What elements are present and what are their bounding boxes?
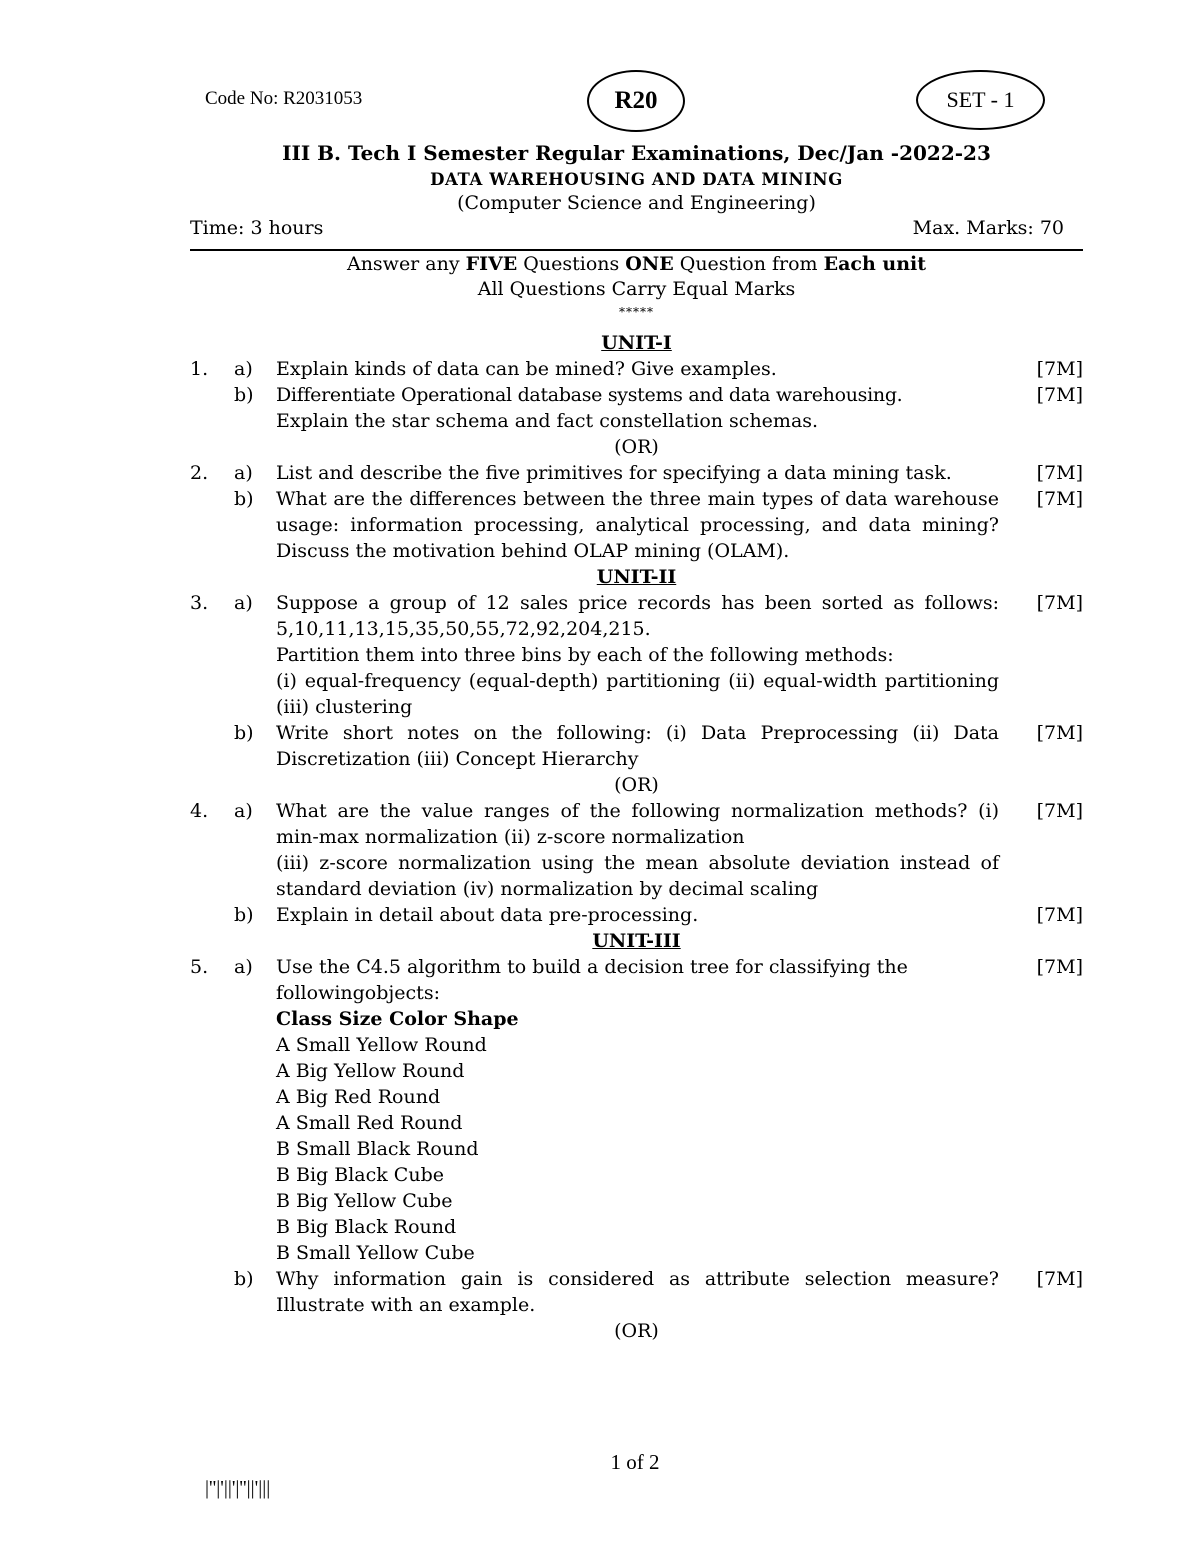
question-number: 1. bbox=[190, 358, 209, 380]
question-row bbox=[190, 460, 1083, 486]
question-part: b) bbox=[234, 722, 254, 744]
page-number: 1 of 2 bbox=[610, 1450, 660, 1474]
table-row: B Big Yellow Cube bbox=[276, 1190, 453, 1212]
question-marks: [7M] bbox=[1036, 956, 1083, 978]
question-row bbox=[190, 798, 1083, 902]
subject-title: DATA WAREHOUSING AND DATA MINING bbox=[430, 170, 843, 189]
stars-divider: ***** bbox=[619, 305, 654, 319]
instruction-line-1: Answer any FIVE Questions ONE Question from Each unit bbox=[346, 253, 927, 275]
question-marks: [7M] bbox=[1036, 800, 1083, 822]
question-part: b) bbox=[234, 904, 254, 926]
or-separator: (OR) bbox=[614, 436, 659, 458]
question-row bbox=[190, 1266, 1083, 1318]
question-text: Write short notes on the following: (i) Data Preprocessing (ii) Data Discretization (iii) Concept Hierarchy bbox=[276, 722, 999, 770]
table-row: A Small Yellow Round bbox=[276, 1034, 487, 1056]
question-part: b) bbox=[234, 384, 254, 406]
unit-heading: UNIT-III bbox=[592, 930, 681, 952]
question-text: List and describe the five primitives for specifying a data mining task. bbox=[276, 462, 952, 484]
question-list bbox=[190, 330, 1083, 1344]
question-number: 5. bbox=[190, 956, 209, 978]
question-row bbox=[190, 720, 1083, 772]
question-number: 3. bbox=[190, 592, 209, 614]
table-row: A Small Red Round bbox=[276, 1112, 463, 1134]
or-separator: (OR) bbox=[614, 1320, 659, 1342]
question-text: Why information gain is considered as attribute selection measure? Illustrate with an example. bbox=[276, 1268, 999, 1316]
question-number: 4. bbox=[190, 800, 209, 822]
question-row bbox=[190, 486, 1083, 564]
code-number: Code No: R2031053 bbox=[205, 88, 363, 109]
question-part: a) bbox=[234, 358, 253, 380]
question-text: Explain in detail about data pre-processing. bbox=[276, 904, 699, 926]
question-marks: [7M] bbox=[1036, 488, 1083, 510]
unit-heading: UNIT-II bbox=[596, 566, 677, 588]
question-part: a) bbox=[234, 462, 253, 484]
question-part: a) bbox=[234, 800, 253, 822]
question-marks: [7M] bbox=[1036, 462, 1083, 484]
exam-time: Time: 3 hours bbox=[190, 217, 324, 239]
table-row: A Big Yellow Round bbox=[276, 1060, 465, 1082]
question-marks: [7M] bbox=[1036, 384, 1083, 406]
table-row: B Big Black Cube bbox=[276, 1164, 444, 1186]
question-marks: [7M] bbox=[1036, 358, 1083, 380]
set-badge: SET - 1 bbox=[916, 70, 1045, 130]
instruction-line-2: All Questions Carry Equal Marks bbox=[477, 278, 796, 300]
question-row bbox=[190, 356, 1083, 382]
question-part: a) bbox=[234, 592, 253, 614]
max-marks: Max. Marks: 70 bbox=[912, 217, 1064, 239]
regulation-badge: R20 bbox=[587, 70, 685, 132]
question-row bbox=[190, 954, 1083, 1266]
question-part: b) bbox=[234, 1268, 254, 1290]
question-part: a) bbox=[234, 956, 253, 978]
table-row: B Big Black Round bbox=[276, 1216, 457, 1238]
question-number: 2. bbox=[190, 462, 209, 484]
header-divider bbox=[190, 249, 1083, 251]
question-marks: [7M] bbox=[1036, 904, 1083, 926]
question-row bbox=[190, 590, 1083, 720]
question-marks: [7M] bbox=[1036, 1268, 1083, 1290]
question-row bbox=[190, 902, 1083, 928]
question-text: What are the value ranges of the following normalization methods? (i) min-max normalization (ii) z-score normalization (iii) z-score normalization using the mean absolute deviation instead of standard deviation (iv) normalization by decimal scaling bbox=[276, 800, 999, 900]
table-header: Class Size Color Shape bbox=[276, 1008, 519, 1030]
question-part: b) bbox=[234, 488, 254, 510]
question-text: Use the C4.5 algorithm to build a decision tree for classifying the followingobjects: Class Size Color Shape A Small Yellow Round A Big Yellow Round A Big Red Round A Small Red Round B Small Black Round B Big Black Cube B Big Yellow Cube B Big Black Round B Small Yellow Cube bbox=[276, 954, 999, 1266]
question-text: Suppose a group of 12 sales price records has been sorted as follows: 5,10,11,13,15,35,50,55,72,92,204,215. Partition them into three bins by each of the following methods: (i) equal-frequency (equal-depth) partitioning (ii) equal-width partitioning (iii) clustering bbox=[276, 592, 999, 718]
question-text: Explain kinds of data can be mined? Give examples. bbox=[276, 358, 777, 380]
exam-title: III B. Tech I Semester Regular Examinations, Dec/Jan -2022-23 bbox=[282, 141, 991, 165]
department: (Computer Science and Engineering) bbox=[457, 192, 816, 214]
question-text: Differentiate Operational database systems and data warehousing. Explain the star schema and fact constellation schemas. bbox=[276, 384, 903, 432]
table-row: B Small Yellow Cube bbox=[276, 1242, 475, 1264]
question-row bbox=[190, 382, 1083, 434]
unit-heading: UNIT-I bbox=[601, 332, 672, 354]
question-marks: [7M] bbox=[1036, 592, 1083, 614]
table-row: B Small Black Round bbox=[276, 1138, 479, 1160]
question-text: What are the differences between the three main types of data warehouse usage: information processing, analytical processing, and data mining? Discuss the motivation behind OLAP mining (OLAM). bbox=[276, 488, 999, 562]
question-marks: [7M] bbox=[1036, 722, 1083, 744]
barcode-text: |''|'||'|''||'||| bbox=[205, 1477, 271, 1499]
table-row: A Big Red Round bbox=[276, 1086, 441, 1108]
or-separator: (OR) bbox=[614, 774, 659, 796]
